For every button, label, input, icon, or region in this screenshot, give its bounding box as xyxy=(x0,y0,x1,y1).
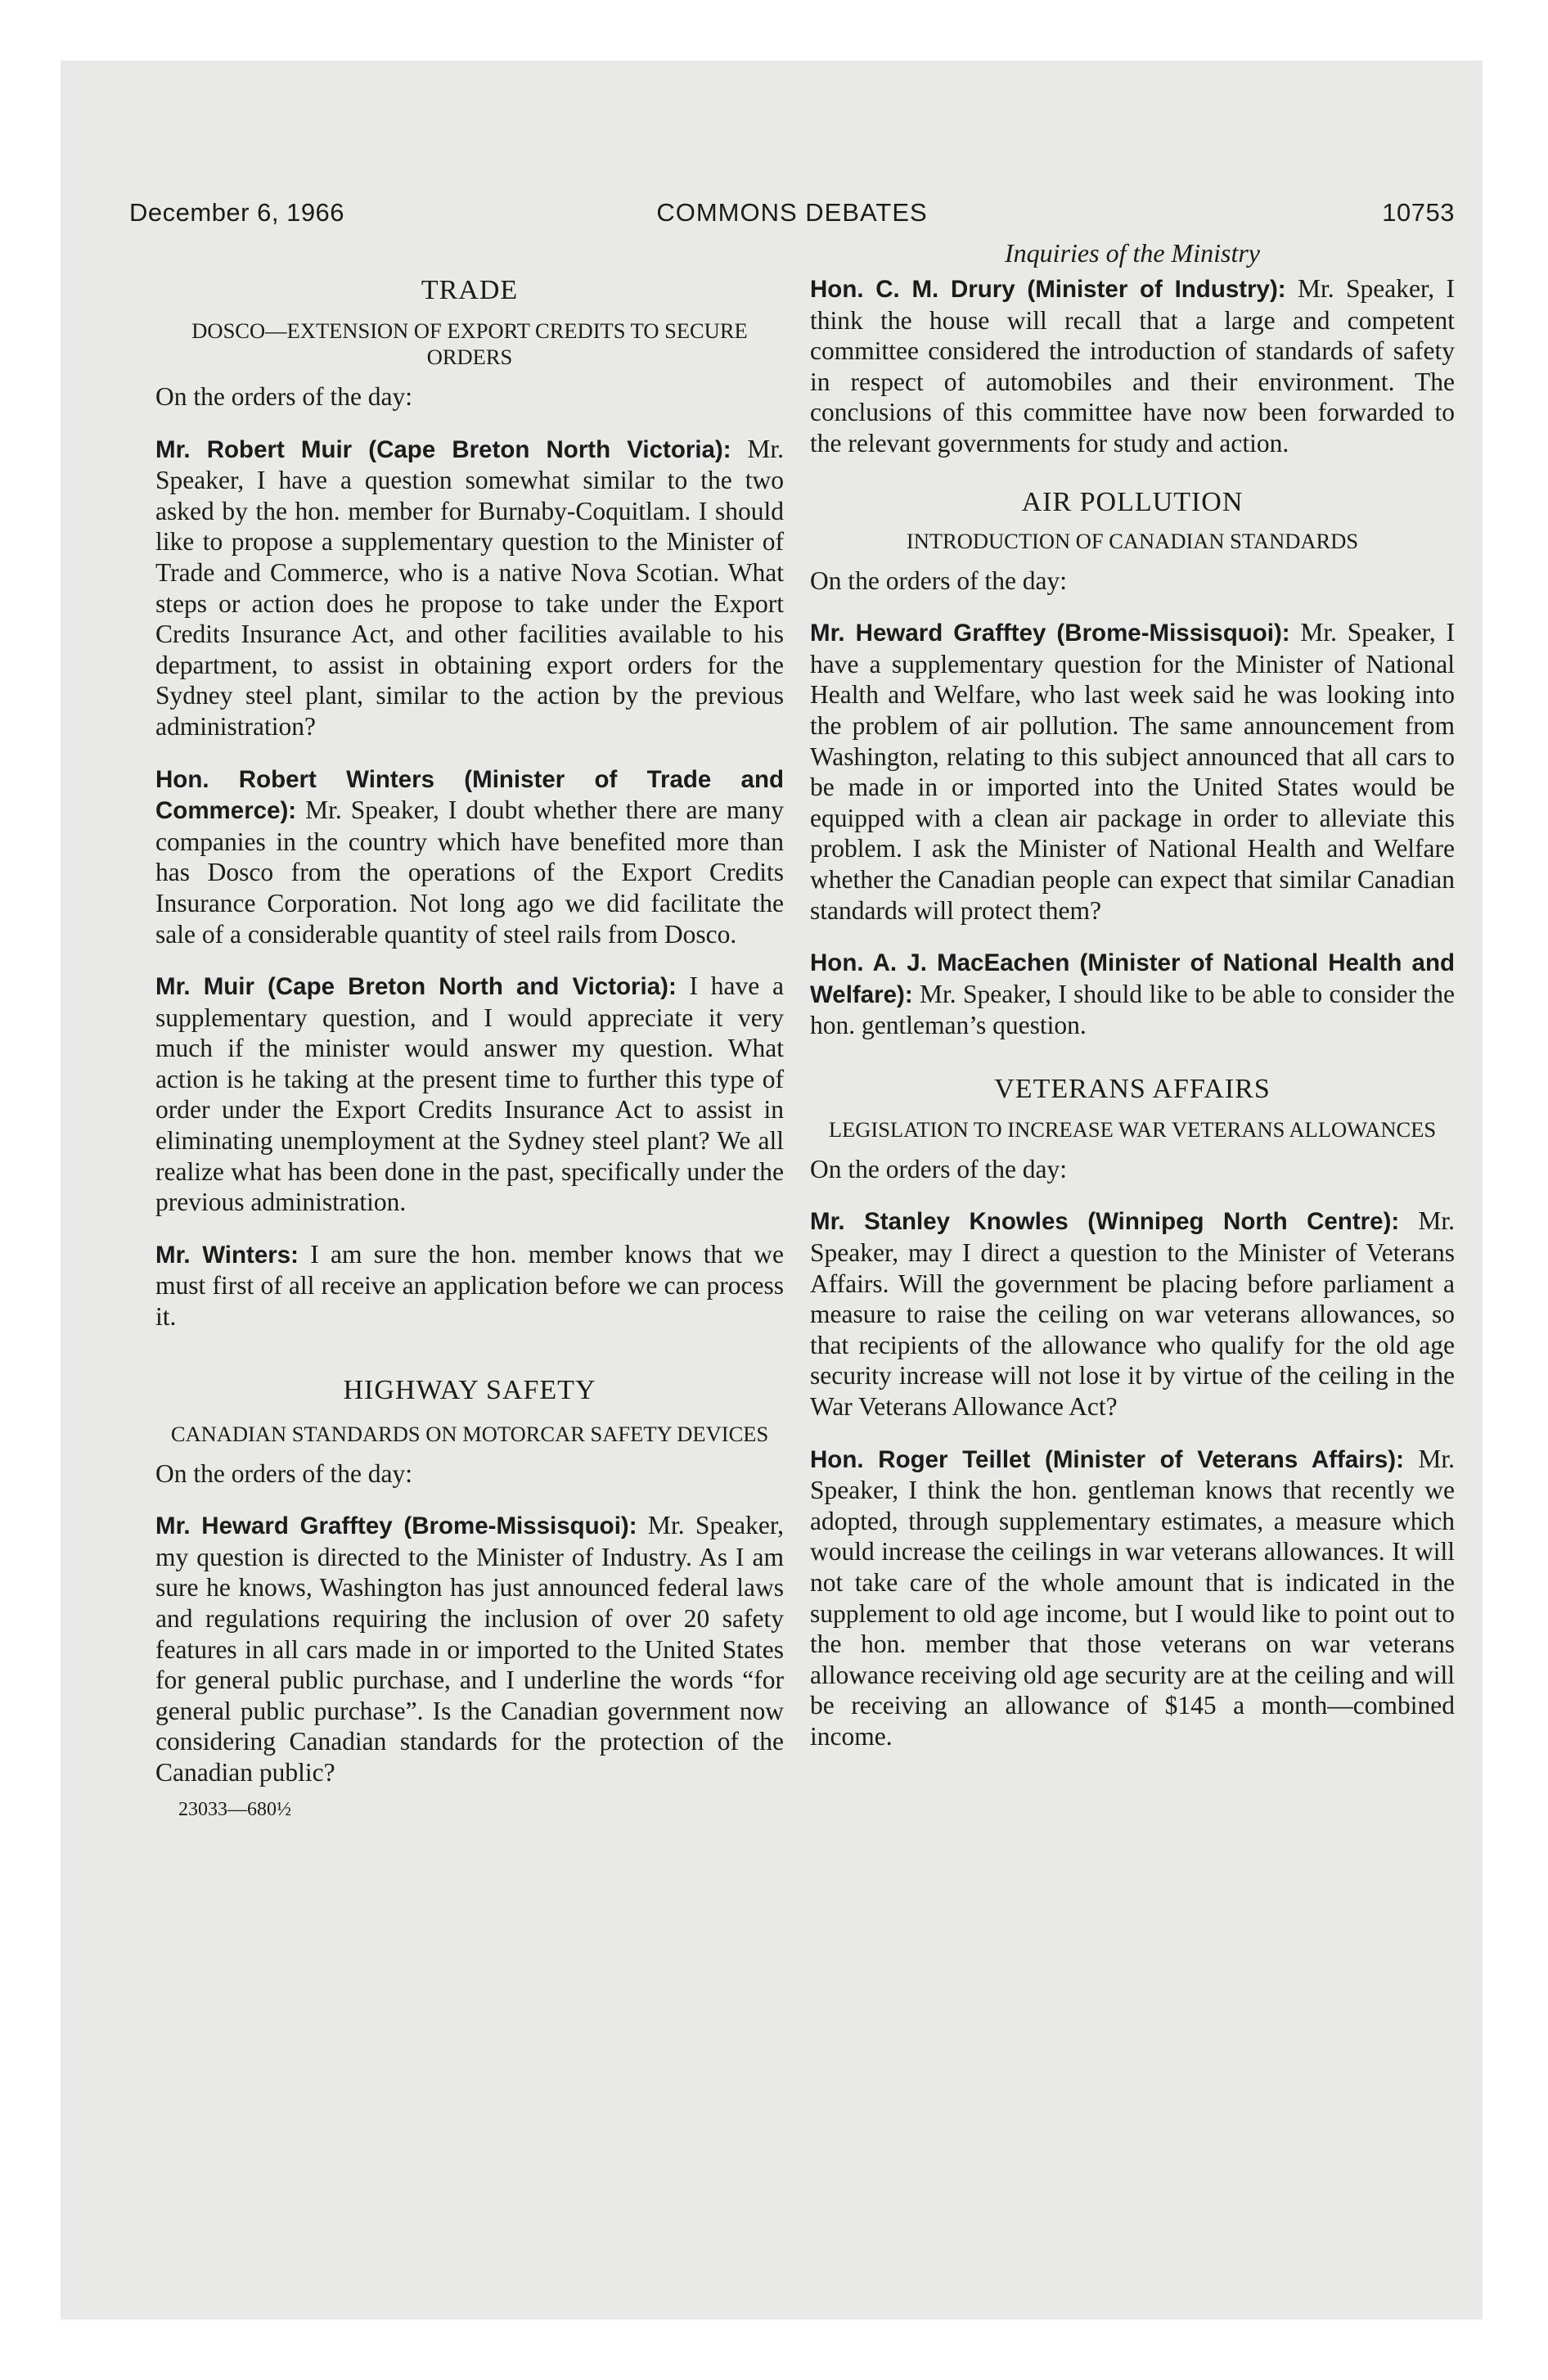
speech-teillet xyxy=(810,1444,1455,1752)
speech-text: Mr. Speaker, I doubt whether there are many companies in the country which have benefited more than has Dosco from the operations of the Export Credits Insurance Corporation. Not long ago we did facilitate the sale of a considerable quantity of steel rails from Dosco. xyxy=(155,796,784,949)
speech-text: Mr. Speaker, may I direct a question to the Minister of Veterans Affairs. Will the government be placing before parliament a measure to raise the ceiling on war veterans allowances, so that recipients of the allowance who qualify for the old age security increase will not lose it by virtue of the ceiling in the War Veterans Allowance Act? xyxy=(810,1206,1455,1422)
subheading-motorcar: CANADIAN STANDARDS ON MOTORCAR SAFETY DEVICES xyxy=(170,1421,769,1446)
speaker-name: Mr. Heward Grafftey (Brome-Missisquoi): xyxy=(810,620,1290,647)
header-page-number: 10753 xyxy=(1382,198,1455,227)
right-column xyxy=(810,237,1455,1752)
header-date: December 6, 1966 xyxy=(129,198,345,227)
orders-of-day: On the orders of the day: xyxy=(155,382,413,411)
speech-winters-1 xyxy=(155,764,784,950)
speaker-name: Mr. Stanley Knowles (Winnipeg North Centre): xyxy=(810,1208,1400,1236)
speaker-name: Mr. Winters: xyxy=(155,1241,299,1269)
speaker-name: Mr. Robert Muir (Cape Breton North Victoria): xyxy=(155,435,731,463)
speech-text: Mr. Speaker, my question is directed to the Minister of Industry. As I am sure he knows, Washington has just announced federal laws and regulations requiring the inclusion of over 20 safety features in all cars made in or imported to the United States for general public purchase, and I underline the words “for general public purchase”. Is the Canadian government now considering Canadian standards for the protection of the Canadian public? xyxy=(155,1511,785,1787)
orders-of-day: On the orders of the day: xyxy=(155,1458,413,1488)
section-heading-highway: HIGHWAY SAFETY xyxy=(343,1374,596,1405)
speaker-name: Hon. Roger Teillet (Minister of Veterans Affairs): xyxy=(810,1445,1404,1473)
section-heading-veterans: VETERANS AFFAIRS xyxy=(994,1073,1271,1104)
footnote-reference: 23033—680½ xyxy=(178,1798,291,1820)
speech-text: Mr. Speaker, I have a supplementary question for the Minister of National Health and Welfare, who last week said he was looking into the problem of air pollution. The same announcement from Washington, relating to this subject announced that all cars to be made in or imported into the United States would be equipped with a clean air package in order to alleviate this problem. I ask the Minister of National Health and Welfare whether the Canadian people can expect that similar Canadian standards will protect them? xyxy=(810,618,1455,925)
speaker-name: Mr. Muir (Cape Breton North and Victoria): xyxy=(155,973,677,1001)
speech-muir-1 xyxy=(155,434,784,742)
speech-text: Mr. Speaker, I think the house will recall that a large and competent committee considered the introduction of standards of safety in respect of automobiles and their environment. The conclusions of this committee have now been forwarded to the relevant governments for study and action. xyxy=(810,274,1455,458)
speech-maceachen xyxy=(810,947,1455,1041)
orders-of-day: On the orders of the day: xyxy=(810,1154,1068,1183)
speaker-name: Hon. Robert Winters (Minister of Trade and Commerce): xyxy=(155,765,784,825)
speaker-name: Hon. C. M. Drury (Minister of Industry): xyxy=(810,276,1286,303)
speech-text: Mr. Speaker, I have a question somewhat similar to the two asked by the hon. member for Burnaby-Coquitlam. I should like to propose a supplementary question to the Minister of Trade and Commerce, who is a native Nova Scotian. What steps or action does he propose to take under the Export Credits Insurance Act, and other facilities available to his department, to assist in obtaining export orders for the Sydney steel plant, similar to the action by the previous administration? xyxy=(155,434,784,741)
speech-text: Mr. Speaker, I should like to be able to consider the hon. gentleman’s question. xyxy=(810,979,1455,1040)
page-header xyxy=(129,198,1455,239)
section-heading-air: AIR POLLUTION xyxy=(1021,486,1244,517)
header-publication: COMMONS DEBATES xyxy=(656,198,928,227)
speaker-name: Mr. Heward Grafftey (Brome-Missisquoi): xyxy=(155,1512,637,1540)
speech-text: Mr. Speaker, I think the hon. gentleman knows that recently we adopted, through supplementary estimates, a measure which would increase the ceilings in war veterans allowances. It will not take care of the whole amount that is indicated in the supplement to old age income, but I would like to point out to the hon. member that those veterans on war veterans allowance receiving old age security are at the ceiling and will be receiving an allowance of $145 a month—combined income. xyxy=(810,1444,1455,1751)
speech-muir-2 xyxy=(155,971,784,1218)
speaker-name: Hon. A. J. MacEachen (Minister of National Health and Welfare): xyxy=(810,949,1455,1008)
running-head: Inquiries of the Ministry xyxy=(1005,238,1260,268)
subheading-war-veterans: LEGISLATION TO INCREASE WAR VETERANS ALLOWANCES xyxy=(828,1116,1437,1142)
speech-drury xyxy=(810,273,1455,459)
orders-of-day: On the orders of the day: xyxy=(810,566,1068,595)
speech-winters-2 xyxy=(155,1239,784,1332)
speech-text: I have a supplementary question, and I would appreciate it very much if the minister would answer my question. What action is he taking at the present time to further this type of order under the Export Credits Insurance Act to assist in eliminating unemployment at the Sydney steel plant? We all realize what has been done in the past, specifically under the previous administration. xyxy=(155,971,785,1217)
subheading-canadian-standards: INTRODUCTION OF CANADIAN STANDARDS xyxy=(906,528,1359,553)
speech-knowles xyxy=(810,1206,1455,1422)
subheading-dosco: DOSCO—EXTENSION OF EXPORT CREDITS TO SECURE ORDERS xyxy=(191,318,748,369)
speech-grafftey-1 xyxy=(155,1510,784,1787)
section-heading-trade: TRADE xyxy=(421,275,519,305)
speech-grafftey-2 xyxy=(810,617,1455,926)
speech-text: I am sure the hon. member knows that we must first of all receive an application before we can process it. xyxy=(155,1239,784,1332)
left-column xyxy=(155,237,784,1825)
